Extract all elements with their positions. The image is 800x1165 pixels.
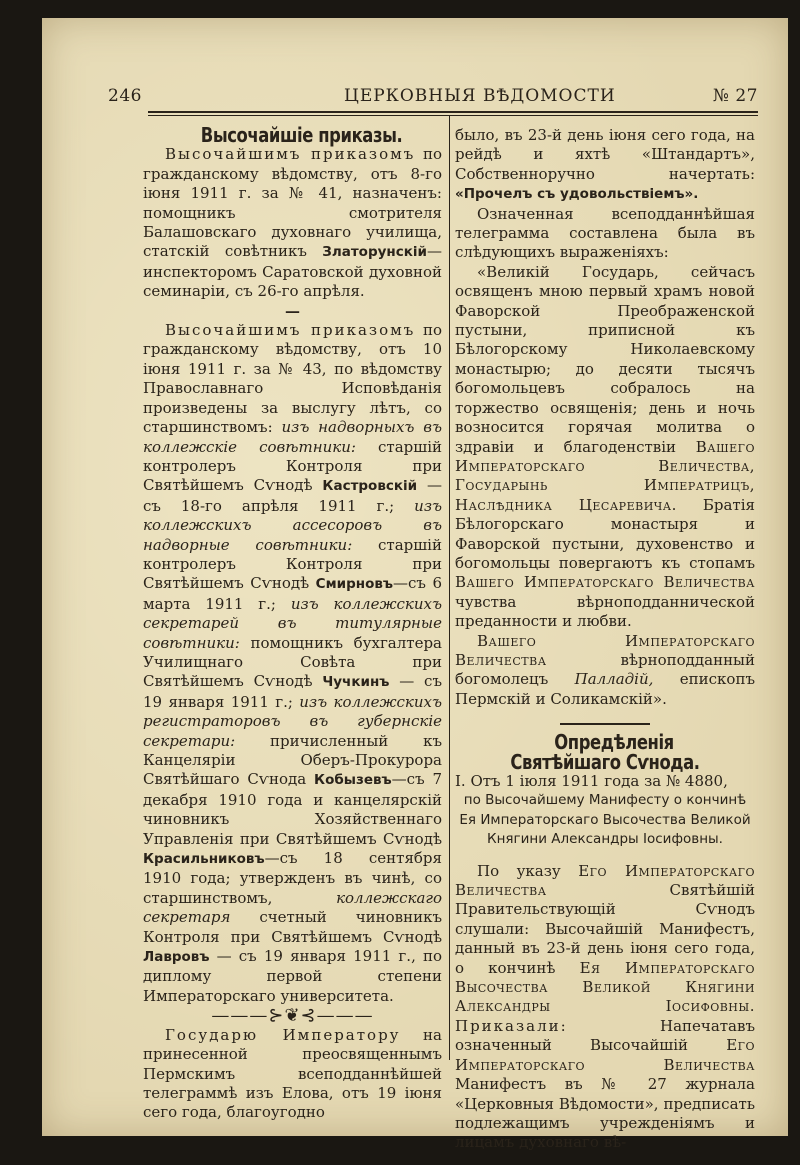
journal-title: ЦЕРКОВНЫЯ ВѢДОМОСТИ <box>344 86 616 106</box>
left-column <box>143 123 442 1123</box>
right-column <box>455 126 755 1153</box>
telegram-body: «Великій Государь, сейчасъ освященъ мною первый храмъ новой Фаворской Преображенской пустыни, приписной къ Бѣлогорскому Николаевскому монастырю; до десяти тысячъ богомольцевъ собралось на торжество освященія; день и ночь возносится горячая молитва о здравіи и благоденствіи Вашего Императорскаго Величества, Государынь Императрицъ, Наслѣдника Цесаревича. Братія Бѣлогорскаго монастыря и Фаворской пустыни, духовенство и богомольцы повергаютъ къ стопамъ Вашего Императорскаго Величества чувства вѣрноподданнической преданности и любви. <box>455 262 755 631</box>
page-header <box>108 66 758 106</box>
telegram-intro: Означенная всеподданнѣйшая телеграмма составлена была въ слѣдующихъ выраженіяхъ: <box>455 204 755 262</box>
telegram-paragraph: Государю Императору на принесенной преосвященнымъ Пермскимъ всеподданнѣйшей телеграммѣ изъ Елова, отъ 19 іюня сего года, благоугодно <box>143 1025 442 1122</box>
section-separator <box>560 723 650 725</box>
telegram-signature: Вашего Императорскаго Величества вѣрноподданный богомолецъ Палладій, епископъ Пермскій и Соликамскій». <box>455 631 755 708</box>
spacer <box>455 850 755 862</box>
definition-body: По указу Его Императорскаго Величества Святѣйшій Правительствующій Сѵнодъ слушали: Высочайшій Манифестъ, данный въ 23-й день іюня сего года, о кончинѣ Ея Императорскаго Высочества Великой Княгини Александры Іосифовны. Приказали: Напечатавъ означенный Высочайшій Его Императорскаго Величества Манифестъ въ № 27 журнала «Церковныя Вѣдомости», предписать подлежащимъ учрежденіямъ и лицамъ духовнаго вѣ- <box>455 861 755 1152</box>
section-heading-orders: Высочайшіе приказы. <box>200 123 403 147</box>
column-divider <box>449 116 450 1060</box>
header-rule <box>148 111 758 113</box>
section-heading-synod: Опредѣленія Святѣйшаго Сѵнода. <box>510 730 700 774</box>
ornament-divider: ———⊱❦⊰——— <box>211 1005 374 1027</box>
issue-number: № 27 <box>712 86 758 106</box>
order-paragraph-2: Высочайшимъ приказомъ по гражданскому вѣдомству, отъ 10 іюня 1911 г. за № 43, по вѣдомству Православнаго Исповѣданія произведены за выслугу лѣтъ, со старшинствомъ: изъ надворныхъ въ коллежскіе совѣтники: старшій контролеръ Контроля при Святѣйшемъ Сѵнодѣ Кастровскій — съ 18-го апрѣля 1911 г.; изъ коллежскихъ ассесоровъ въ надворные совѣтники: старшій контролеръ Контроля при Святѣйшемъ Сѵнодѣ Смирновъ—съ 6 марта 1911 г.; изъ коллежскихъ секретарей въ титулярные совѣтники: помощникъ бухгалтера Училищнаго Совѣта при Святѣйшемъ Сѵнодѣ Чучкинъ — съ 19 января 1911 г.; изъ коллежскихъ регистраторовъ въ губернскіе секретари: причисленный къ Канцеляріи Оберъ-Прокурора Святѣйшаго Сѵнода Кобызевъ—съ 7 декабря 1910 года и канцелярскій чиновникъ Хозяйственнаго Управленія при Святѣйшемъ Сѵнодѣ Красильниковъ—съ 18 сентября 1910 года; утвержденъ въ чинѣ, со старшинствомъ, коллежскаго секретаря счетный чиновникъ Контроля при Святѣйшемъ Сѵнодѣ Лавровъ — съ 19 января 1911 г., по диплому первой степени Императорскаго университета. <box>143 321 442 1005</box>
header-rule-thin <box>148 115 758 116</box>
page-number: 246 <box>108 86 142 106</box>
telegram-continuation: было, въ 23-й день іюня сего года, на рейдѣ и яхтѣ «Штандартъ», Собственноручно начертать: «Прочелъ съ удовольствіемъ». <box>455 126 755 203</box>
divider-dash: — <box>285 301 300 320</box>
order-paragraph-1: Высочайшимъ приказомъ по гражданскому вѣдомству, отъ 8-го іюня 1911 г. за № 41, назначенъ: помощникъ смотрителя Балашовскаго духовнаго училища, статскій совѣтникъ Златорунскій—инспекторомъ Саратовской духовной семинаріи, съ 26-го апрѣля. <box>143 145 442 301</box>
definition-number: I. Отъ 1 іюля 1911 года за № 4880, <box>455 772 728 790</box>
definition-title: по Высочайшему Манифесту о кончинѣ Ея Императорскаго Высочества Великой Княгини Александры Іосифовны. <box>459 792 751 848</box>
